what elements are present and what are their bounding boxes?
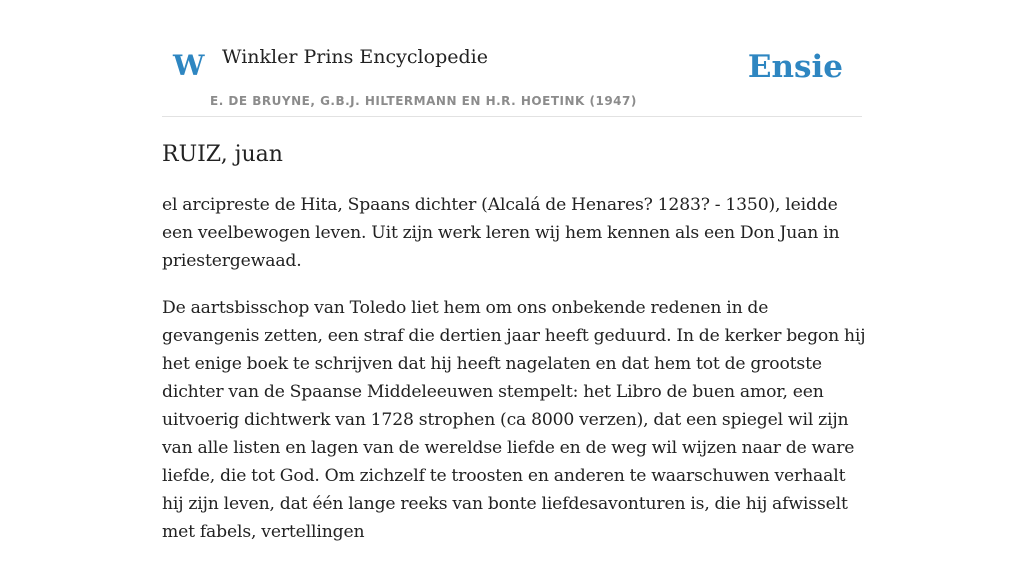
- article-paragraph: De aartsbisschop van Toledo liet hem om ons onbekende redenen in de gevangenis zetten, een straf die dertien jaar heeft geduurd. In de kerker begon hij het enige boek te schrijven dat hij heeft nagelaten en dat hem tot de grootste dichter van de Spaanse Middeleeuwen stempelt: het Libro de buen amor, een uitvoerig dichtwerk van 1728 strophen (ca 8000 verzen), dat een spiegel wil zijn van alle listen en lagen van de wereldse liefde en de weg wil wijzen naar de ware liefde, die tot God. Om zichzelf te troosten en anderen te waarschuwen verhaalt hij zijn leven, dat één lange reeks van bonte liefdesavonturen is, die hij afwisselt met fabels, vertellingen: [162, 298, 866, 542]
- book-title[interactable]: Winkler Prins Encyclopedie: [222, 46, 488, 68]
- winkler-prins-logo[interactable]: W: [173, 49, 205, 82]
- article-paragraph: el arcipreste de Hita, Spaans dichter (Alcalá de Henares? 1283? - 1350), leidde een veelbewogen leven. Uit zijn werk leren wij hem kennen als een Don Juan in priestergewaad.: [162, 195, 840, 271]
- ensie-logo[interactable]: Ensie: [747, 49, 843, 85]
- book-authors: E. DE BRUYNE, G.B.J. HILTERMANN EN H.R. HOETINK (1947): [210, 94, 637, 108]
- article-title: RUIZ, juan: [162, 142, 283, 167]
- site-header: [162, 0, 862, 117]
- article: [162, 138, 866, 565]
